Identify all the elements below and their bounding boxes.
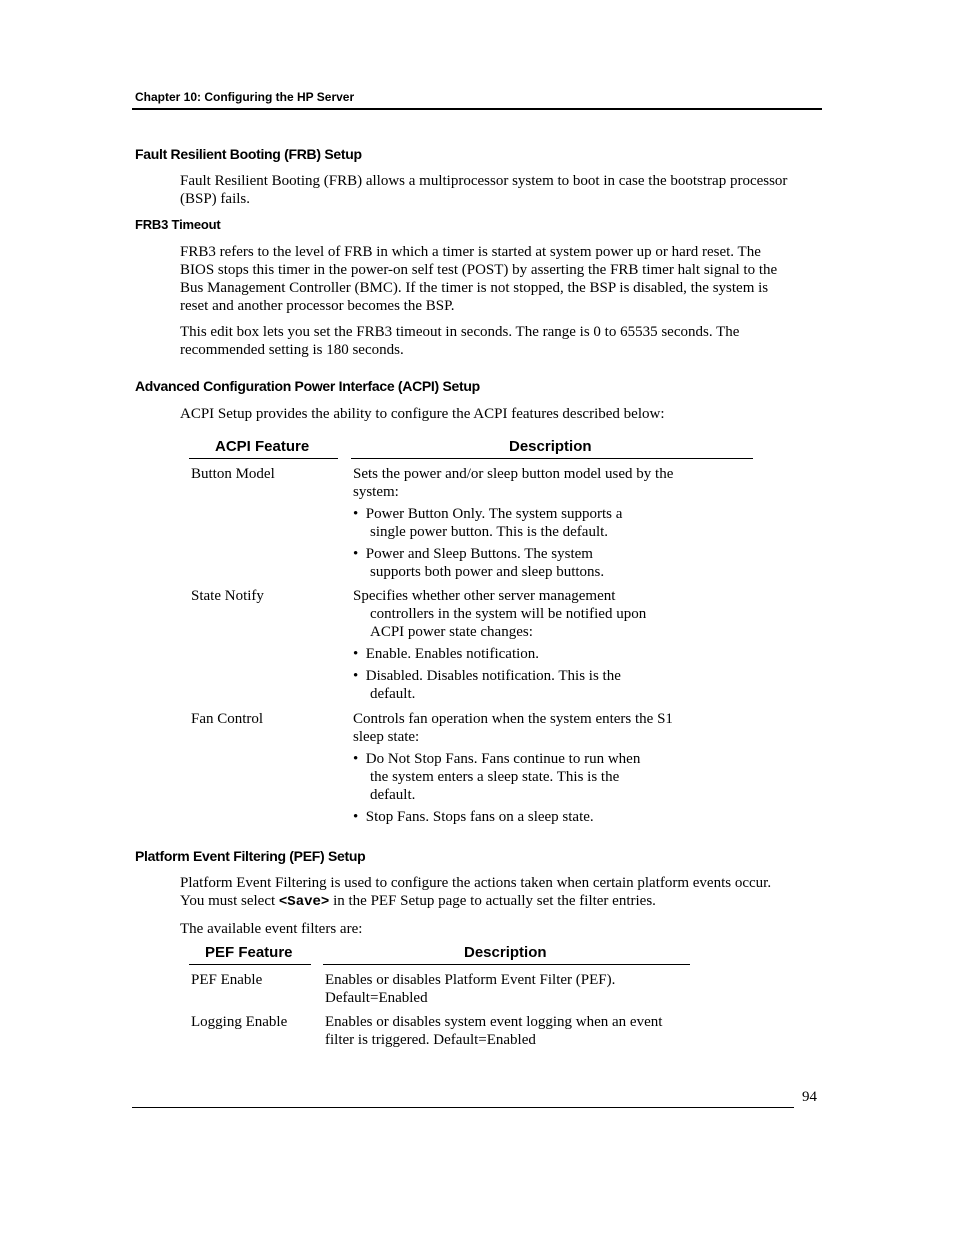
acpi-desc-fan-control: Controls fan operation when the system enters the S1 sleep state:	[353, 711, 673, 745]
pef-col-feature: PEF Feature	[205, 944, 293, 961]
pef-desc-pef-enable: Enables or disables Platform Event Filter (PEF). Default=Enabled	[325, 972, 616, 1006]
pef-header-rule-description	[323, 964, 690, 965]
pef-available-text: The available event filters are:	[180, 921, 363, 937]
page-number: 94	[802, 1089, 817, 1105]
pef-header-rule-feature	[189, 964, 311, 965]
acpi-heading: Advanced Configuration Power Interface (ACPI) Setup	[135, 378, 480, 394]
acpi-col-feature: ACPI Feature	[215, 438, 310, 455]
frb3-paragraph-1: FRB3 refers to the level of FRB in which a timer is started at system power up or hard reset. The BIOS stops this timer in the power-on self test (POST) by asserting the FRB timer halt signal to the Bus Management Controller (BMC). If the timer is not stopped, the BSP is disabled, the system is reset and another processor becomes the BSP.	[180, 244, 778, 314]
frb3-heading: FRB3 Timeout	[135, 217, 221, 232]
list-item: • Power and Sleep Buttons. The system supports both power and sleep buttons.	[353, 546, 605, 580]
list-item: • Enable. Enables notification.	[353, 646, 540, 662]
acpi-feature-button-model: Button Model	[191, 466, 275, 482]
bullet-icon: •	[353, 546, 359, 562]
pef-feature-logging-enable: Logging Enable	[191, 1014, 288, 1030]
acpi-col-description: Description	[509, 438, 592, 455]
acpi-desc-state-notify: Specifies whether other server management controllers in the system will be notified upon ACPI power state changes:	[353, 588, 647, 640]
save-code: <Save>	[278, 894, 330, 910]
acpi-feature-state-notify: State Notify	[191, 588, 264, 604]
pef-heading: Platform Event Filtering (PEF) Setup	[135, 848, 366, 864]
header-rule	[132, 108, 822, 110]
frb-paragraph: Fault Resilient Booting (FRB) allows a multiprocessor system to boot in case the bootstrap processor (BSP) fails.	[180, 173, 788, 207]
acpi-desc-button-model: Sets the power and/or sleep button model used by the system:	[353, 466, 674, 500]
list-item: • Stop Fans. Stops fans on a sleep state.	[353, 809, 594, 825]
footer-rule	[132, 1107, 794, 1108]
frb3-paragraph-2: This edit box lets you set the FRB3 timeout in seconds. The range is 0 to 65535 seconds. The recommended setting is 180 seconds.	[180, 324, 740, 358]
pef-desc-logging-enable: Enables or disables system event logging when an event filter is triggered. Default=Enabled	[325, 1014, 663, 1048]
list-item: • Do Not Stop Fans. Fans continue to run when the system enters a sleep state. This is the default.	[353, 751, 641, 803]
pef-paragraph: Platform Event Filtering is used to configure the actions taken when certain platform events occur. You must select <Save> in the PEF Setup page to actually set the filter entries.	[180, 875, 772, 910]
bullet-icon: •	[353, 751, 359, 767]
pef-feature-pef-enable: PEF Enable	[191, 972, 263, 988]
acpi-header-rule-description	[351, 458, 753, 459]
pef-col-description: Description	[464, 944, 547, 961]
bullet-icon: •	[353, 809, 359, 825]
frb-heading: Fault Resilient Booting (FRB) Setup	[135, 146, 362, 162]
acpi-feature-fan-control: Fan Control	[191, 711, 264, 727]
list-item: • Power Button Only. The system supports a single power button. This is the default.	[353, 506, 623, 540]
acpi-header-rule-feature	[189, 458, 338, 459]
chapter-header: Chapter 10: Configuring the HP Server	[135, 90, 355, 104]
bullet-icon: •	[353, 668, 359, 684]
bullet-icon: •	[353, 646, 359, 662]
list-item: • Disabled. Disables notification. This is the default.	[353, 668, 621, 702]
bullet-icon: •	[353, 506, 359, 522]
acpi-intro: ACPI Setup provides the ability to configure the ACPI features described below:	[180, 406, 665, 422]
